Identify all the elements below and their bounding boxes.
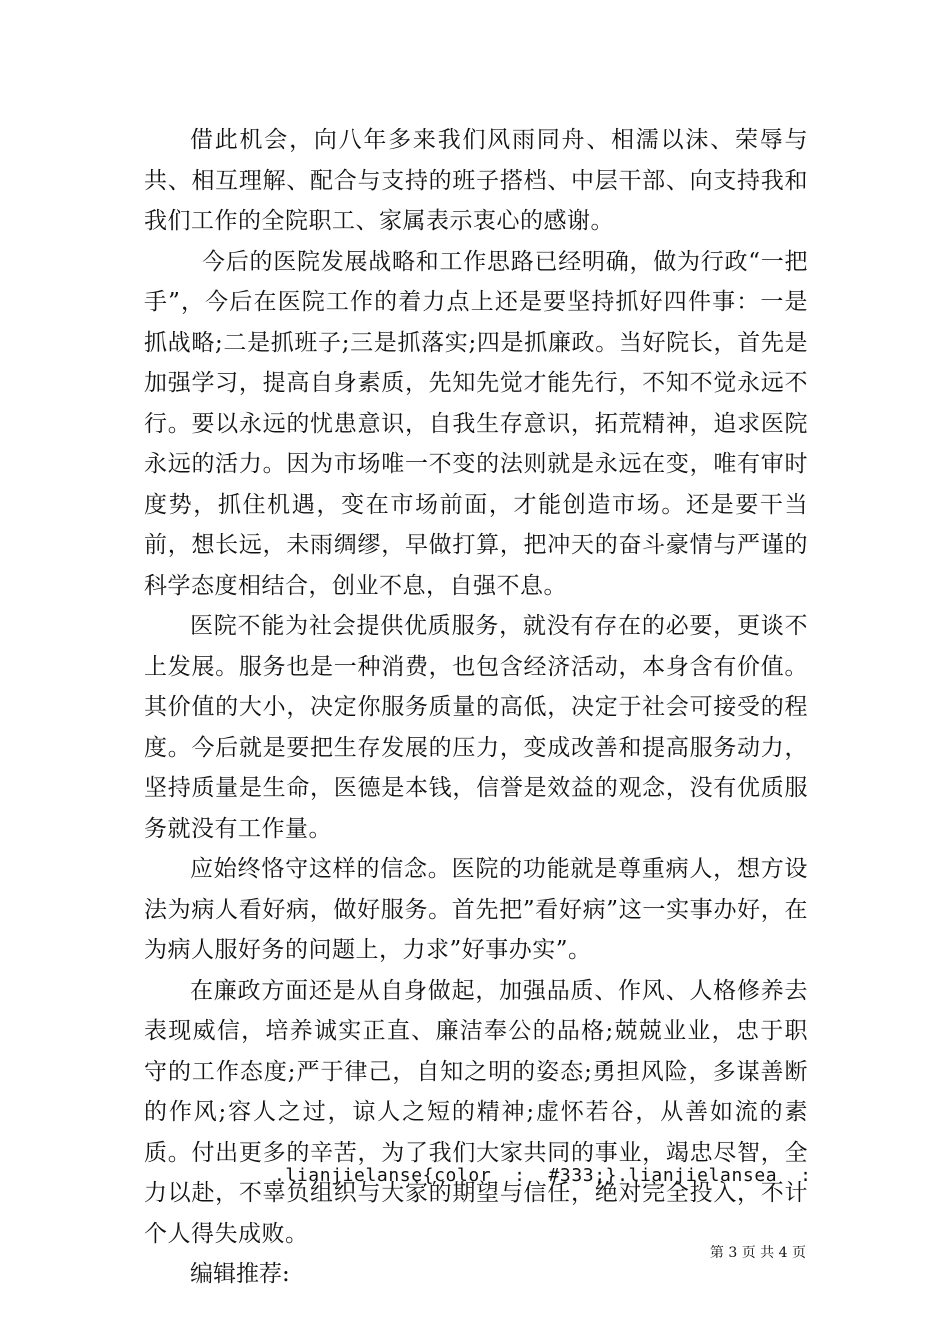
- page-number-footer: 第 3 页 共 4 页: [709, 1245, 806, 1261]
- document-body: [144, 120, 808, 1295]
- paragraph-thanks: 借此机会，向八年多来我们风雨同舟、相濡以沫、荣辱与共、相互理解、配合与支持的班子搭档、中层干部、向支持我和我们工作的全院职工、家属表示衷心的感谢。: [144, 127, 808, 234]
- paragraph-strategy: 今后的医院发展战略和工作思路已经明确，做为行政“一把手”，今后在医院工作的着力点上还是要坚持抓好四件事：一是抓战略;二是抓班子;三是抓落实;四是抓廉政。当好院长，首先是加强学习，提高自身素质，先知先觉才能先行，不知不觉永远不行。要以永远的忧患意识，自我生存意识，拓荒精神，追求医院永远的活力。因为市场唯一不变的法则就是永远在变，唯有审时度势，抓住机遇，变在市场前面，才能创造市场。还是要干当前，想长远，未雨绸缪，早做打算，把冲天的奋斗豪情与严谨的科学态度相结合，创业不息，自强不息。: [144, 248, 808, 599]
- paragraph-service: 医院不能为社会提供优质服务，就没有存在的必要，更谈不上发展。服务也是一种消费，也包含经济活动，本身含有价值。其价值的大小，决定你服务质量的高低，决定于社会可接受的程度。今后就是要把生存发展的压力，变成改善和提高服务动力，坚持质量是生命，医德是本钱，信誉是效益的观念，没有优质服务就没有工作量。: [144, 613, 808, 842]
- editor-recommend-label: 编辑推荐:: [190, 1261, 290, 1287]
- css-code-snippet: .lianjielanse{color : #333;}.lianjielansea :: [274, 1165, 812, 1186]
- paragraph-integrity: 在廉政方面还是从自身做起，加强品质、作风、人格修养去表现威信，培养诚实正直、廉洁奉公的品格;兢兢业业，忠于职守的工作态度;严于律己，自知之明的姿态;勇担风险，多谋善断的作风;容人之过，谅人之短的精神;虚怀若谷，从善如流的素质。付出更多的辛苦，为了我们大家共同的事业，竭忠尽智，全力以赴，不辜负组织与大家的期望与信任，绝对完全投入，不计个人得失成败。: [144, 977, 808, 1247]
- paragraph-belief: 应始终恪守这样的信念。医院的功能就是尊重病人，想方设法为病人看好病，做好服务。首先把”看好病”这一实事办好，在为病人服好务的问题上，力求”好事办实”。: [144, 856, 808, 963]
